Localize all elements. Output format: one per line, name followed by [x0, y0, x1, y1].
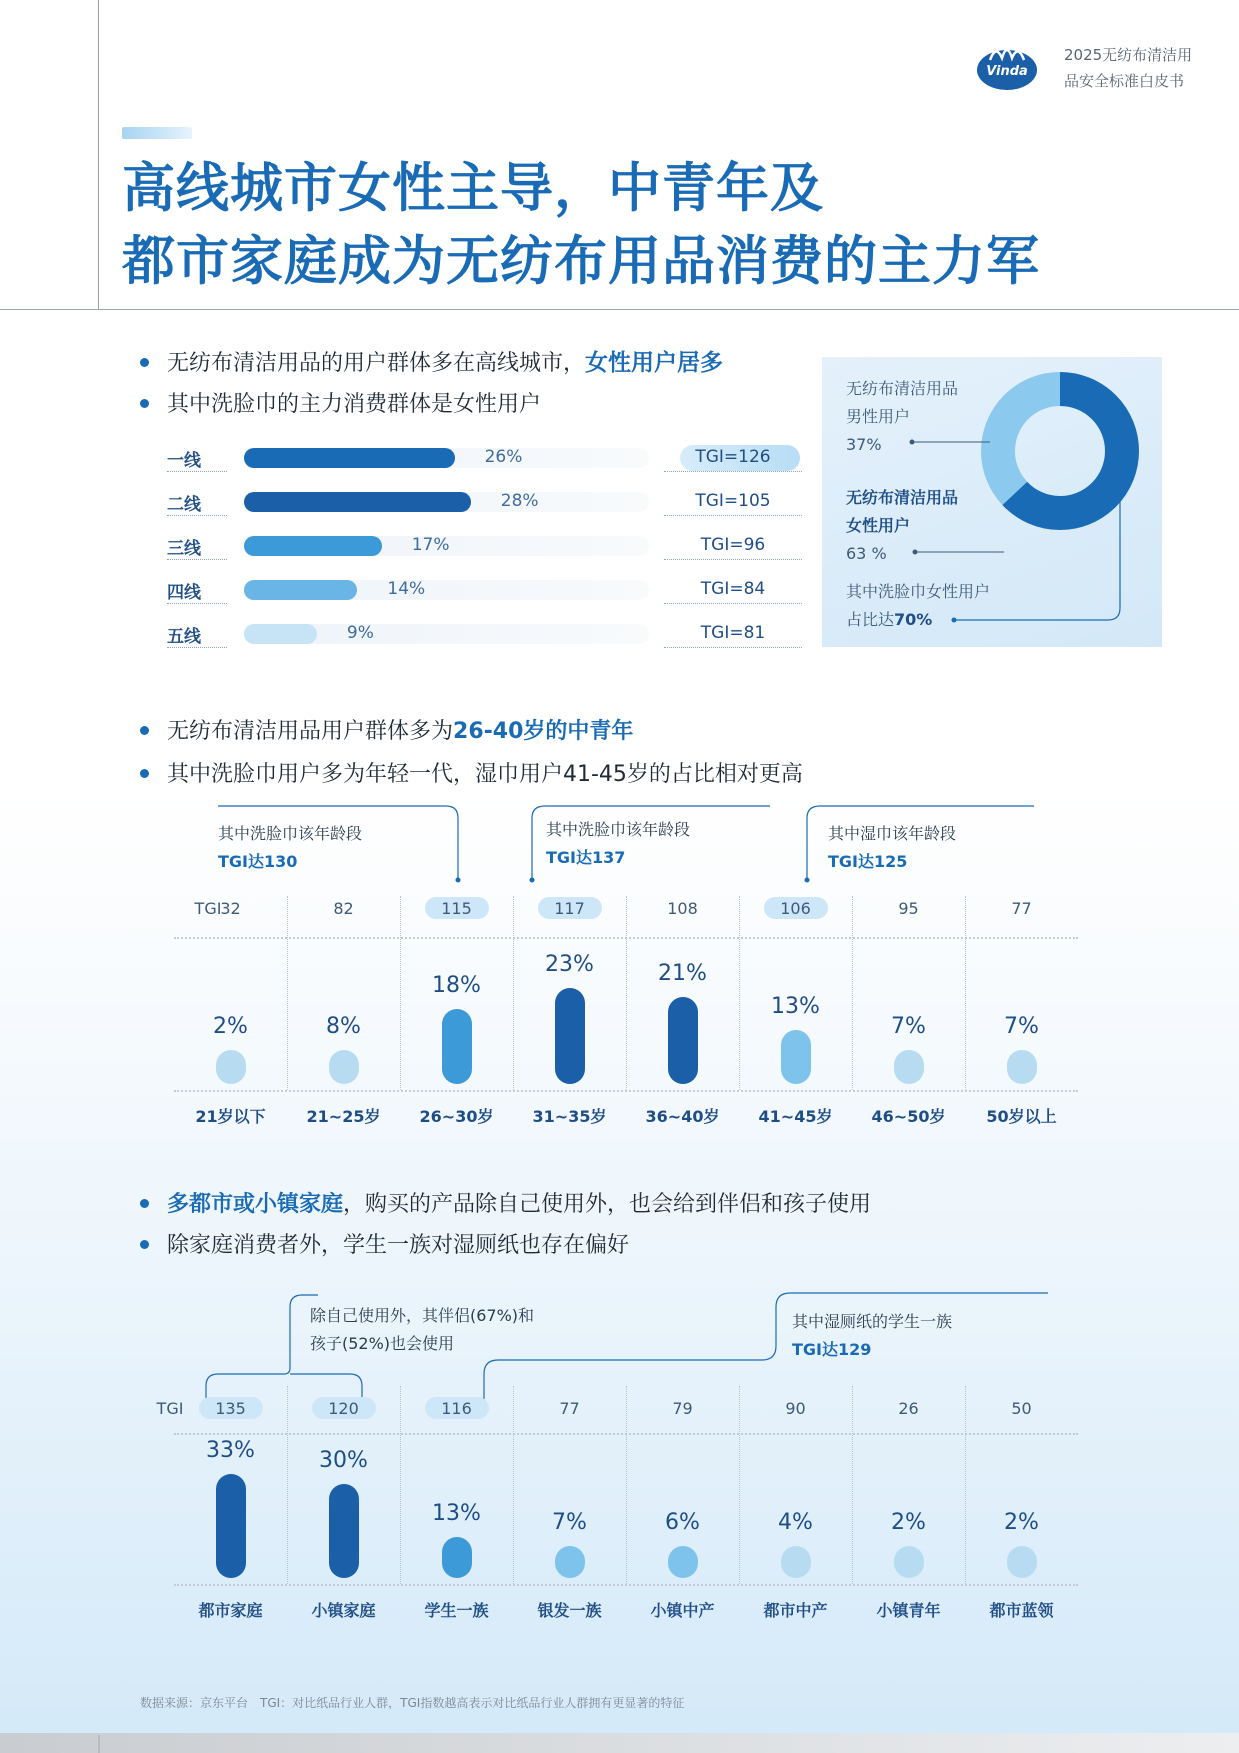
household-bar: [329, 1484, 359, 1578]
age-category-label: 21~25岁: [306, 1107, 381, 1126]
age-bar-value: 8%: [326, 1014, 361, 1039]
household-bar-value: 4%: [778, 1510, 813, 1535]
age-callout-1-line2: TGI达130: [218, 852, 298, 871]
female-users-pct: 63 %: [846, 544, 887, 563]
household-tgi-value: 120: [328, 1399, 359, 1418]
age-tgi-value: 95: [898, 899, 919, 918]
section1-bullet2-text: 其中洗脸巾的主力消费群体是女性用户: [167, 392, 542, 417]
household-column-separator: [287, 1386, 288, 1584]
age-callout-3-line2: TGI达125: [828, 852, 908, 871]
household-column-separator: [739, 1386, 740, 1584]
age-bar-value: 18%: [432, 973, 481, 999]
male-users-title1: 无纺布清洁用品: [846, 379, 959, 398]
household-category-label: 银发一族: [537, 1601, 602, 1620]
household-bar-value: 30%: [319, 1447, 368, 1473]
age-tgi-value: 108: [667, 899, 698, 918]
city-tier-label: 四线: [167, 578, 227, 604]
household-tgi-value: 79: [672, 1399, 693, 1418]
household-bar: [442, 1537, 472, 1578]
household-tgi-value: 26: [898, 1399, 919, 1418]
household-bar: [1007, 1546, 1037, 1578]
age-tgi-value: 82: [333, 899, 354, 918]
age-callout-2-line1: 其中洗脸巾该年龄段: [546, 820, 691, 839]
section3-bullet1-highlight: 多都市或小镇家庭: [167, 1192, 344, 1217]
city-bar-value: 14%: [387, 579, 426, 599]
age-bar-value: 7%: [1004, 1014, 1039, 1039]
age-tgi-value: 117: [554, 899, 585, 918]
age-category-label: 50岁以上: [986, 1107, 1057, 1126]
age-callout-2-line2: TGI达137: [546, 848, 626, 867]
city-tgi-value: TGI=81: [664, 623, 802, 648]
household-callout-1-line2: 孩子(52%)也会使用: [310, 1334, 455, 1353]
household-bar-value: 2%: [1004, 1510, 1039, 1535]
age-tgi-value: 115: [441, 899, 472, 918]
household-bar-value: 6%: [665, 1510, 700, 1535]
city-bar-value: 26%: [484, 447, 523, 467]
household-tgi-value: 77: [559, 1399, 580, 1418]
age-bar-value: 7%: [891, 1014, 926, 1039]
section3-bullet1-text: ，购买的产品除自己使用外，也会给到伴侣和孩子使用: [343, 1192, 872, 1217]
city-tier-label: 一线: [167, 446, 227, 472]
city-tgi-value: TGI=105: [664, 491, 802, 516]
age-category-label: 46~50岁: [871, 1107, 946, 1126]
section1-bullet1-text: 无纺布清洁用品的用户群体多在高线城市，: [167, 351, 586, 376]
household-column-separator: [400, 1386, 401, 1584]
page-title-line1: 高线城市女性主导，中青年及: [122, 158, 824, 219]
household-tgi-value: 50: [1011, 1399, 1032, 1418]
age-category-label: 21岁以下: [195, 1107, 266, 1126]
bottom-strip: [0, 1733, 1239, 1753]
section2-bullet2-text: 其中洗脸巾用户多为年轻一代，湿巾用户41-45岁的占比相对更高: [167, 762, 803, 787]
age-category-label: 31~35岁: [532, 1107, 607, 1126]
city-tgi-value: TGI=126: [664, 447, 802, 472]
age-callout-1-line1: 其中洗脸巾该年龄段: [218, 824, 363, 843]
city-bar-value: 28%: [500, 491, 539, 511]
household-bar: [894, 1546, 924, 1578]
section3-bullet2-text: 除家庭消费者外，学生一族对湿厕纸也存在偏好: [167, 1233, 630, 1258]
household-category-label: 都市中产: [763, 1601, 828, 1620]
household-tgi-value: 90: [785, 1399, 806, 1418]
age-tgi-value: 77: [1011, 899, 1032, 918]
household-bar: [668, 1546, 698, 1578]
household-column-separator: [626, 1386, 627, 1584]
household-tgi-prefix: TGI: [156, 1399, 184, 1418]
household-category-label: 学生一族: [424, 1601, 489, 1620]
section1-bullet1-highlight: 女性用户居多: [585, 350, 724, 376]
household-category-label: 小镇中产: [650, 1601, 715, 1620]
household-category-label: 都市蓝领: [989, 1601, 1054, 1620]
age-bar-value: 23%: [545, 952, 594, 978]
city-tgi-value: TGI=84: [664, 579, 802, 604]
city-tier-label: 二线: [167, 490, 227, 516]
section2-bullet1-highlight: 26-40岁的中青年: [453, 719, 634, 744]
age-bar-value: 2%: [213, 1014, 248, 1039]
report-name-line1: 2025无纺布清洁用: [1064, 46, 1193, 64]
age-category-label: 26~30岁: [419, 1107, 494, 1126]
household-tgi-value: 135: [215, 1399, 246, 1418]
svg-text:Vinda: Vinda: [986, 64, 1028, 79]
household-column-separator: [513, 1386, 514, 1584]
city-tier-label: 五线: [167, 622, 227, 648]
female-users-title1: 无纺布清洁用品: [846, 488, 959, 507]
household-category-label: 小镇家庭: [311, 1601, 376, 1620]
city-bar-value: 9%: [346, 623, 374, 643]
bottom-frame-line: [98, 1735, 100, 1753]
household-category-label: 小镇青年: [876, 1601, 941, 1620]
city-bar-value: 17%: [411, 535, 450, 555]
household-tgi-value: 116: [441, 1399, 472, 1418]
source-note: 数据来源：京东平台 TGI：对比纸品行业人群，TGI指数越高表示对比纸品行业人群拥有更显著的特征: [140, 1696, 685, 1710]
household-column-separator: [852, 1386, 853, 1584]
household-bar-value: 7%: [552, 1510, 587, 1535]
age-tgi-prefix: TGI: [194, 899, 222, 918]
household-callout-2-line2: TGI达129: [792, 1340, 872, 1359]
age-category-label: 41~45岁: [758, 1107, 833, 1126]
household-bar-value: 2%: [891, 1510, 926, 1535]
household-column-separator: [965, 1386, 966, 1584]
age-bar-value: 13%: [771, 993, 820, 1019]
household-callout-1-line1: 除自己使用外，其伴侣(67%)和: [310, 1306, 535, 1325]
male-users-pct: 37%: [846, 435, 882, 454]
age-tgi-value: 106: [780, 899, 811, 918]
age-bar-value: 21%: [658, 960, 707, 986]
city-tier-label: 三线: [167, 534, 227, 560]
household-bar-value: 33%: [206, 1438, 255, 1464]
facial-towel-note-line1: 其中洗脸巾女性用户: [846, 582, 991, 601]
household-grid-bottom: [174, 1584, 1078, 1586]
household-bar-value: 13%: [432, 1501, 481, 1527]
female-users-title2: 女性用户: [846, 516, 911, 535]
age-category-label: 36~40岁: [645, 1107, 720, 1126]
male-users-title2: 男性用户: [846, 407, 911, 426]
household-bar: [555, 1546, 585, 1578]
facial-towel-note-text: 占比达: [846, 610, 895, 629]
household-callout-2-line1: 其中湿厕纸的学生一族: [792, 1312, 953, 1331]
page-title-line2: 都市家庭成为无纺布用品消费的主力军: [122, 231, 1040, 292]
age-tgi-value: 32: [220, 899, 241, 918]
household-category-label: 都市家庭: [198, 1601, 263, 1620]
household-bar: [781, 1546, 811, 1578]
age-callout-3-line1: 其中湿巾该年龄段: [828, 824, 957, 843]
facial-towel-note-pct: 70%: [894, 610, 933, 629]
report-name-line2: 品安全标准白皮书: [1064, 72, 1185, 90]
household-bar: [216, 1474, 246, 1578]
section2-bullet1-text: 无纺布清洁用品用户群体多为: [167, 719, 454, 744]
city-tgi-value: TGI=96: [664, 535, 802, 560]
